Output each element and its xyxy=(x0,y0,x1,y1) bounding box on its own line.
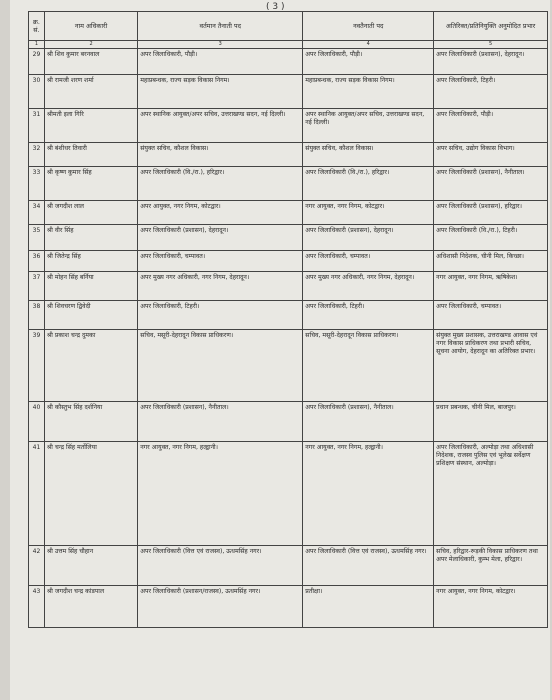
additional-charge-cell: अपर जिलाधिकारी, पौड़ी। xyxy=(434,108,548,142)
serial-cell: 31 xyxy=(29,108,45,142)
new-post-cell: सचिव, मसूरी-देहरादून विकास प्राधिकरण। xyxy=(303,329,434,401)
current-post-cell: अपर मुख्य नगर अधिकारी, नगर निगम, देहरादून। xyxy=(138,271,303,300)
additional-charge-cell: अपर जिलाधिकारी (प्रशासन), देहरादून। xyxy=(434,48,548,74)
officer-name-cell: श्री शिवचरण द्विवेदी xyxy=(44,300,137,329)
officer-name-cell: श्री कौस्तुभ सिंह दर्शनिया xyxy=(44,401,137,441)
new-post-cell: नगर आयुक्त, नगर निगम, कोटद्वार। xyxy=(303,200,434,224)
serial-cell: 29 xyxy=(29,48,45,74)
current-post-cell: सचिव, मसूरी-देहरादून विकास प्राधिकरण। xyxy=(138,329,303,401)
serial-cell: 42 xyxy=(29,545,45,585)
officer-name-cell: श्री शिव कुमार बरनवाल xyxy=(44,48,137,74)
table-row xyxy=(29,441,548,545)
additional-charge-cell: अपर जिलाधिकारी (प्रशासन), नैनीताल। xyxy=(434,166,548,200)
new-post-cell: प्रतीक्षा। xyxy=(303,585,434,627)
serial-cell: 37 xyxy=(29,271,45,300)
additional-charge-cell: नगर आयुक्त, नगर निगम, ऋषिकेश। xyxy=(434,271,548,300)
additional-charge-cell: अपर जिलाधिकारी (वि./रा.), टिहरी। xyxy=(434,224,548,250)
header-row xyxy=(29,12,548,41)
table-row xyxy=(29,142,548,166)
officer-name-cell: श्री कृष्ण कुमार सिंह xyxy=(44,166,137,200)
table-row xyxy=(29,401,548,441)
col-number: 1 xyxy=(29,41,45,49)
table-row xyxy=(29,224,548,250)
new-post-cell: अपर जिलाधिकारी (प्रशासन), नैनीताल। xyxy=(303,401,434,441)
officer-name-cell: श्री जगदीश चन्द्र कांडपाल xyxy=(44,585,137,627)
posting-table xyxy=(28,11,548,628)
table-row xyxy=(29,545,548,585)
officer-name-cell: श्री वीर सिंह xyxy=(44,224,137,250)
new-post-cell: संयुक्त सचिव, कौशल विकास। xyxy=(303,142,434,166)
officer-name-cell: श्री बंशीधर तिवारी xyxy=(44,142,137,166)
current-post-cell: अपर जिलाधिकारी (प्रशासन), नैनीताल। xyxy=(138,401,303,441)
serial-cell: 41 xyxy=(29,441,45,545)
additional-charge-cell: अपर जिलाधिकारी, चम्पावत। xyxy=(434,300,548,329)
serial-cell: 36 xyxy=(29,250,45,271)
serial-cell: 43 xyxy=(29,585,45,627)
table-row xyxy=(29,329,548,401)
new-post-cell: नगर आयुक्त, नगर निगम, हल्द्वानी। xyxy=(303,441,434,545)
serial-cell: 39 xyxy=(29,329,45,401)
header-serial: क्र. सं. xyxy=(29,12,45,41)
serial-cell: 32 xyxy=(29,142,45,166)
additional-charge-cell: अपर जिलाधिकारी, टिहरी। xyxy=(434,74,548,108)
table-row xyxy=(29,74,548,108)
current-post-cell: अपर जिलाधिकारी (वित्त एवं राजस्व), ऊधमसिंह नगर। xyxy=(138,545,303,585)
current-post-cell: नगर आयुक्त, नगर निगम, हल्द्वानी। xyxy=(138,441,303,545)
current-post-cell: अपर जिलाधिकारी (प्रशासन/राजस्व), ऊधमसिंह नगर। xyxy=(138,585,303,627)
table-row xyxy=(29,300,548,329)
header-name: नाम अधिकारी xyxy=(44,12,137,41)
new-post-cell: अपर जिलाधिकारी, टिहरी। xyxy=(303,300,434,329)
current-post-cell: अपर जिलाधिकारी, चम्पावत। xyxy=(138,250,303,271)
current-post-cell: अपर जिलाधिकारी, पौड़ी। xyxy=(138,48,303,74)
header-new-post: नवतैनाती पद xyxy=(303,12,434,41)
new-post-cell: अपर स्थानिक आयुक्त/अपर सचिव, उत्तराखण्ड सदन, नई दिल्ली। xyxy=(303,108,434,142)
officer-name-cell: श्री मोहन सिंह बर्निया xyxy=(44,271,137,300)
serial-cell: 33 xyxy=(29,166,45,200)
header-current-post: वर्तमान तैनाती पद xyxy=(138,12,303,41)
officer-name-cell: श्रीमती इला गिरि xyxy=(44,108,137,142)
current-post-cell: अपर आयुक्त, नगर निगम, कोटद्वार। xyxy=(138,200,303,224)
table-row xyxy=(29,200,548,224)
page-number: ( 3 ) xyxy=(266,2,285,12)
table-row xyxy=(29,108,548,142)
new-post-cell: अपर जिलाधिकारी, चम्पावत। xyxy=(303,250,434,271)
col-number: 2 xyxy=(44,41,137,49)
officer-name-cell: श्री चन्द्र सिंह मर्तोलिया xyxy=(44,441,137,545)
officer-name-cell: श्री रामजी शरण शर्मा xyxy=(44,74,137,108)
current-post-cell: अपर जिलाधिकारी (प्रशासन), देहरादून। xyxy=(138,224,303,250)
table-row xyxy=(29,585,548,627)
serial-cell: 40 xyxy=(29,401,45,441)
additional-charge-cell: संयुक्त मुख्य प्रशासक, उत्तराखण्ड आवास एवं नगर विकास प्राधिकरण तथा प्रभारी सचिव, सूचना आयोग, देहरादून का अतिरिक्त प्रभार। xyxy=(434,329,548,401)
additional-charge-cell: सचिव, हरिद्वार-रूड़की विकास प्राधिकरण तथा अपर मेलाधिकारी, कुम्भ मेला, हरिद्वार। xyxy=(434,545,548,585)
additional-charge-cell: नगर आयुक्त, नगर निगम, कोटद्वार। xyxy=(434,585,548,627)
current-post-cell: अपर जिलाधिकारी, टिहरी। xyxy=(138,300,303,329)
col-number: 3 xyxy=(138,41,303,49)
officer-name-cell: श्री जगदीश लाल xyxy=(44,200,137,224)
new-post-cell: अपर मुख्य नगर अधिकारी, नगर निगम, देहरादून। xyxy=(303,271,434,300)
new-post-cell: अपर जिलाधिकारी (वित्त एवं राजस्व), ऊधमसिंह नगर। xyxy=(303,545,434,585)
current-post-cell: अपर जिलाधिकारी (वि./रा.), हरिद्वार। xyxy=(138,166,303,200)
new-post-cell: महाप्रबन्धक, राज्य सड़क विकास निगम। xyxy=(303,74,434,108)
officer-name-cell: श्री जितेन्द्र सिंह xyxy=(44,250,137,271)
serial-cell: 34 xyxy=(29,200,45,224)
column-number-row xyxy=(29,41,548,49)
additional-charge-cell: अपर जिलाधिकारी (प्रशासन), हरिद्वार। xyxy=(434,200,548,224)
serial-cell: 38 xyxy=(29,300,45,329)
officer-name-cell: श्री प्रकाश चन्द्र दुमका xyxy=(44,329,137,401)
officer-name-cell: श्री उत्तम सिंह चौहान xyxy=(44,545,137,585)
serial-cell: 30 xyxy=(29,74,45,108)
col-number: 5 xyxy=(434,41,548,49)
new-post-cell: अपर जिलाधिकारी (वि./रा.), हरिद्वार। xyxy=(303,166,434,200)
additional-charge-cell: अपर जिलाधिकारी, अल्मोड़ा तथा अधिशासी निदेशक, राजस्व पुलिस एवं भूलेख सर्वेक्षण प्रशिक्षण संस्थान, अल्मोड़ा। xyxy=(434,441,548,545)
current-post-cell: महाप्रबन्धक, राज्य सड़क विकास निगम। xyxy=(138,74,303,108)
current-post-cell: अपर स्थानिक आयुक्त/अपर सचिव, उत्तराखण्ड सदन, नई दिल्ली। xyxy=(138,108,303,142)
table-row xyxy=(29,271,548,300)
current-post-cell: संयुक्त सचिव, कौशल विकास। xyxy=(138,142,303,166)
table-row xyxy=(29,250,548,271)
table-row xyxy=(29,48,548,74)
additional-charge-cell: अपर सचिव, उद्योग विकास विभाग। xyxy=(434,142,548,166)
additional-charge-cell: प्रधान प्रबन्धक, चीनी मिल, बाजपुर। xyxy=(434,401,548,441)
new-post-cell: अपर जिलाधिकारी, पौड़ी। xyxy=(303,48,434,74)
new-post-cell: अपर जिलाधिकारी (प्रशासन), देहरादून। xyxy=(303,224,434,250)
col-number: 4 xyxy=(303,41,434,49)
serial-cell: 35 xyxy=(29,224,45,250)
additional-charge-cell: अधिशासी निदेशक, चीनी मिल, किच्छा। xyxy=(434,250,548,271)
table-row xyxy=(29,166,548,200)
header-additional-charge: अतिरिक्त/प्रतिनियुक्ति अनुमोदित प्रभार xyxy=(434,12,548,41)
